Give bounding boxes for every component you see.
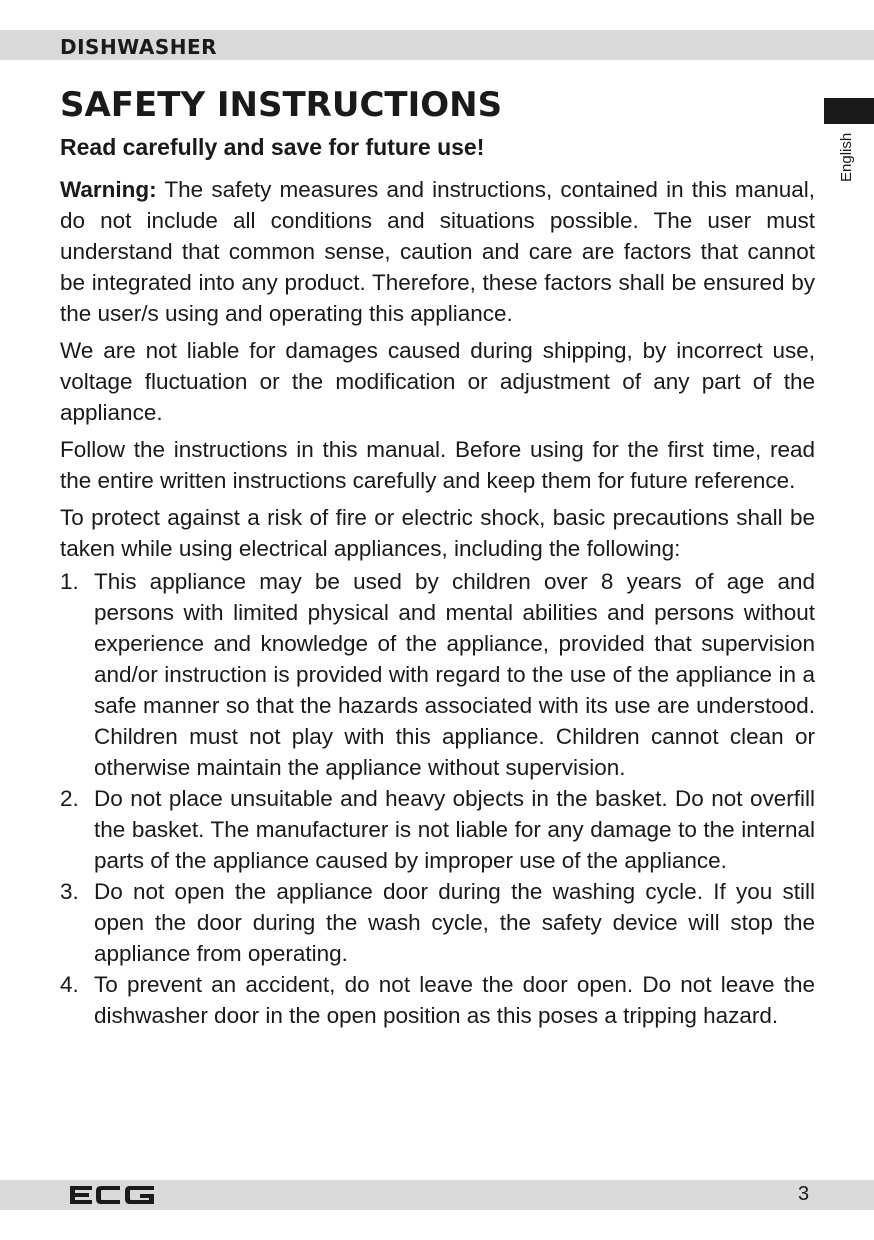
footer-band [0, 1180, 874, 1210]
paragraph-follow-instructions: Follow the instructions in this manual. Before using for the first time, read the entire written instructions carefully and keep them for future reference. [60, 437, 815, 493]
paragraph-precautions: To protect against a risk of fire or electric shock, basic precautions shall be taken while using electrical appliances, including the following: [60, 505, 815, 561]
paragraph-liability: We are not liable for damages caused during shipping, by incorrect use, voltage fluctuation or the modification or adjustment of any part of the appliance. [60, 338, 815, 425]
list-item [60, 969, 815, 1031]
header-band [0, 30, 874, 60]
list-item [60, 566, 815, 783]
warning-label: Warning: [60, 177, 157, 202]
main-content [60, 84, 815, 1031]
ecg-logo-icon [68, 1182, 158, 1208]
language-tab [824, 98, 874, 124]
list-item-number: 4. [60, 972, 79, 997]
list-item-number: 3. [60, 879, 79, 904]
list-item-text: Do not open the appliance door during the washing cycle. If you still open the door during the wash cycle, the safety device will stop the appliance from operating. [94, 879, 815, 966]
list-item [60, 783, 815, 876]
list-item [60, 876, 815, 969]
warning-paragraph [60, 174, 815, 329]
page-number: 3 [798, 1183, 810, 1205]
list-item-number: 1. [60, 569, 79, 594]
language-label: English [838, 132, 855, 182]
header-title: DISHWASHER [60, 35, 218, 59]
instruction-list [60, 566, 815, 1031]
list-item-text: Do not place unsuitable and heavy objects in the basket. Do not overfill the basket. The manufacturer is not liable for any damage to the internal parts of the appliance caused by improper use of the appliance. [94, 786, 815, 873]
list-item-text: This appliance may be used by children over 8 years of age and persons with limited physical and mental abilities and persons without experience and knowledge of the appliance, provided that supervision and/or instruction is provided with regard to the use of the appliance in a safe manner so that the hazards associated with its use are understood. Children must not play with this appliance. Children cannot clean or otherwise maintain the appliance without supervision. [94, 569, 815, 780]
list-item-text: To prevent an accident, do not leave the door open. Do not leave the dishwasher door in the open position as this poses a tripping hazard. [94, 972, 815, 1028]
list-item-number: 2. [60, 786, 79, 811]
warning-text: The safety measures and instructions, contained in this manual, do not include all conditions and situations possible. The user must understand that common sense, caution and care are factors that cannot be integrated into any product. Therefore, these factors shall be ensured by the user/s using and operating this appliance. [60, 177, 815, 326]
subtitle: Read carefully and save for future use! [60, 134, 485, 160]
page-title: SAFETY INSTRUCTIONS [60, 85, 503, 125]
